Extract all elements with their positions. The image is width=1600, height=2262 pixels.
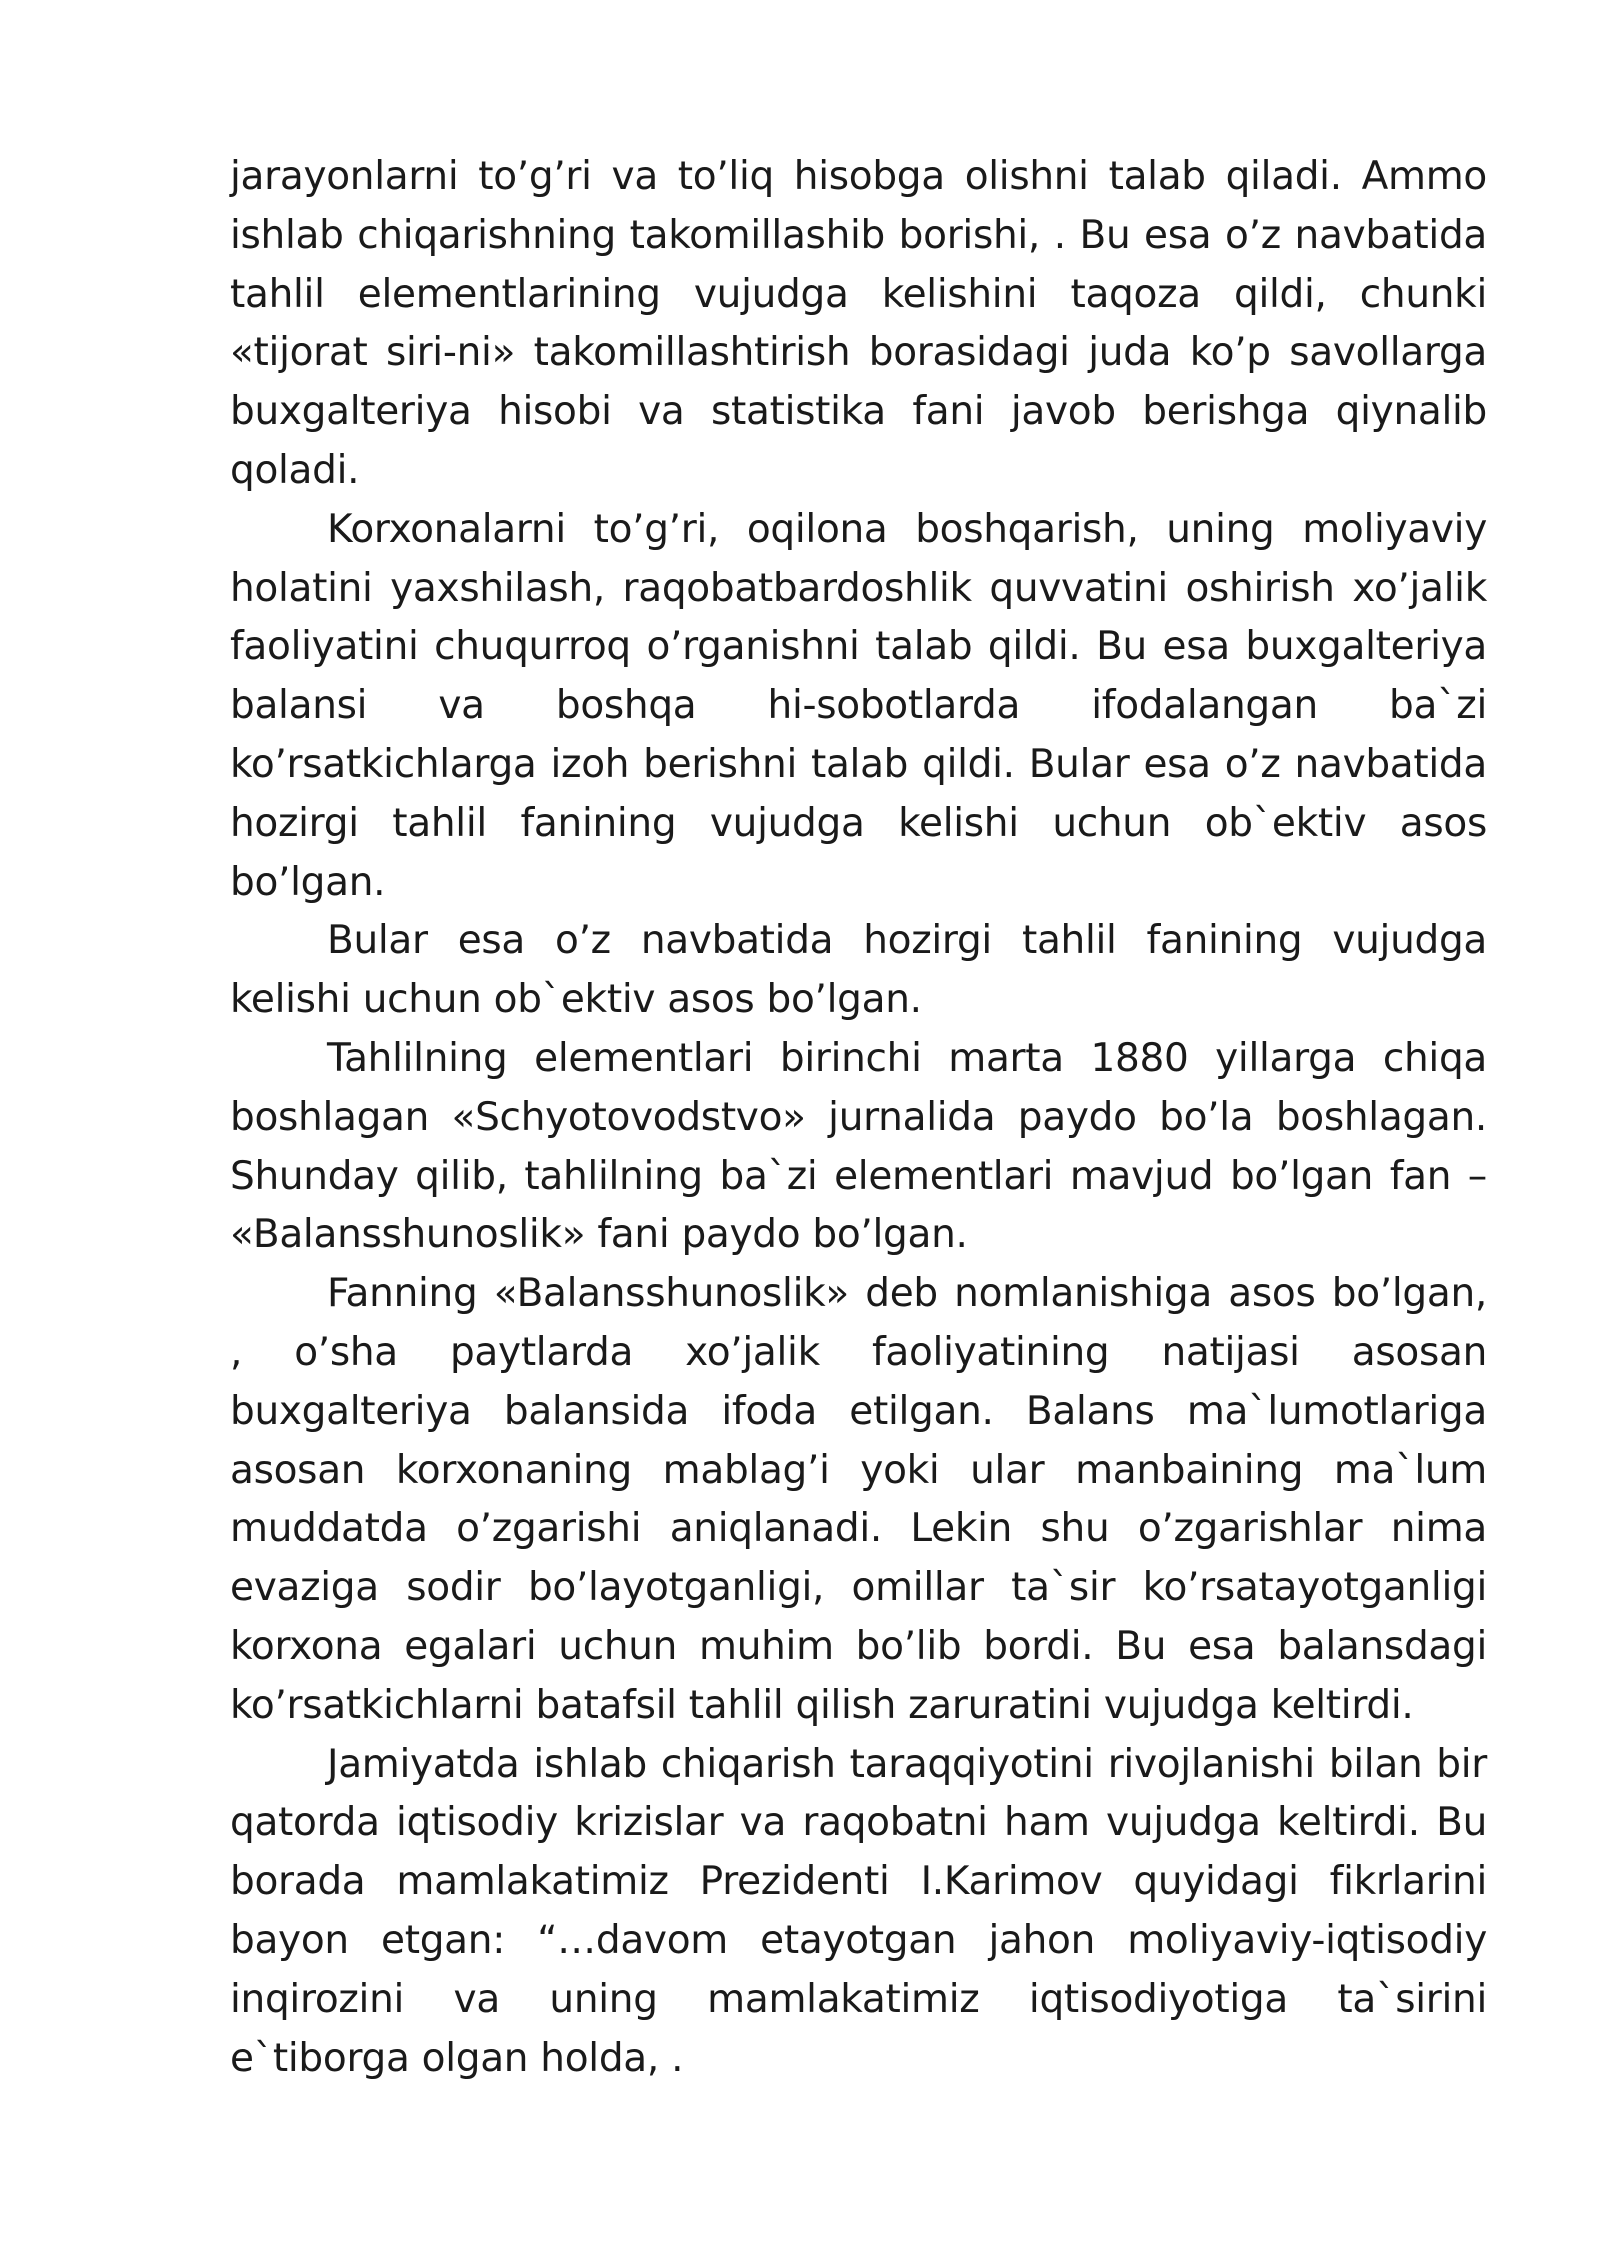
paragraph-6: Jamiyatda ishlab chiqarish taraqqiyotini rivojlanishi bilan bir qatorda iqtisodiy krizislar va raqobatni ham vujudga keltirdi. Bu borada mamlakatimiz Prezidenti I.Karimov quyidagi fikrlarini bayon etgan: “…davom etayotgan jahon moliyaviy-iqtisodiy inqirozini va uning mamlakatimiz iqtisodiyotiga ta`sirini e`tiborga olgan holda, . [230, 1741, 1487, 2081]
paragraph-5: Fanning «Balansshunoslik» deb nomlanishiga asos bo’lgan, , o’sha paytlarda xo’jalik faoliyatining natijasi asosan buxgalteriya balansida ifoda etilgan. Balans ma`lumotlariga asosan korxonaning mablag’i yoki ular manbaining ma`lum muddatda o’zgarishi aniqlanadi. Lekin shu o’zgarishlar nima evaziga sodir bo’layotganligi, omillar ta`sir ko’rsatayotganligi korxona egalari uchun muhim bo’lib bordi. Bu esa balansdagi ko’rsatkichlarni batafsil tahlil qilish zaruratini vujudga keltirdi. [230, 1271, 1487, 1728]
paragraph-1: jarayonlarni to’g’ri va to’liq hisobga olishni talab qiladi. Ammo ishlab chiqarishning takomillashib borishi, . Bu esa o’z navbatida tahlil elementlarining vujudga kelishini taqoza qildi, chunki «tijorat siri-ni» takomillashtirish borasidagi juda ko’p savollarga buxgalteriya hisobi va statistika fani javob berishga qiynalib qoladi. [230, 154, 1487, 493]
paragraph-4: Tahlilning elementlari birinchi marta 1880 yillarga chiqa boshlagan «Schyotovodstvo» jurnalida paydo bo’la boshlagan. Shunday qilib, tahlilning ba`zi elementlari mavjud bo’lgan fan – «Balansshunoslik» fani paydo bo’lgan. [230, 1035, 1487, 1258]
document-page [230, 148, 1487, 2088]
paragraph-3: Bular esa o’z navbatida hozirgi tahlil fanining vujudga kelishi uchun ob`ektiv asos bo’lgan. [230, 918, 1487, 1023]
paragraph-2: Korxonalarni to’g’ri, oqilona boshqarish, uning moliyaviy holatini yaxshilash, raqobatbardoshlik quvvatini oshirish xo’jalik faoliyatini chuqurroq o’rganishni talab qildi. Bu esa buxgalteriya balansi va boshqa hi-sobotlarda ifodalangan ba`zi ko’rsatkichlarga izoh berishni talab qildi. Bular esa o’z navbatida hozirgi tahlil fanining vujudga kelishi uchun ob`ektiv asos bo’lgan. [230, 506, 1487, 905]
